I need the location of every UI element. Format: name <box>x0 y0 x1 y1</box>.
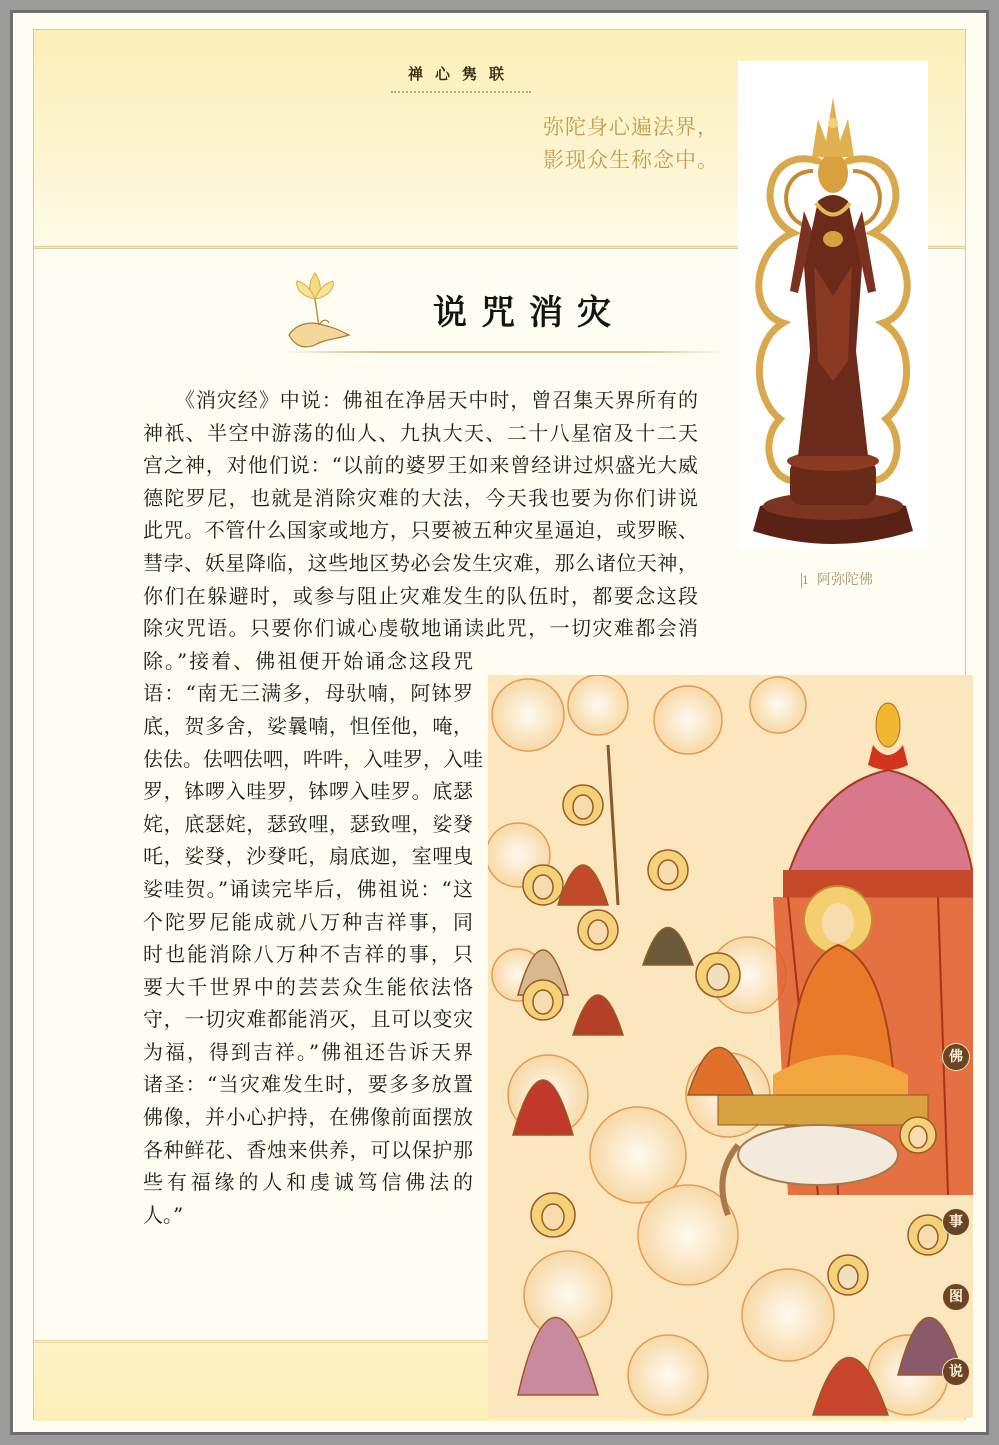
caption-number: 1 <box>802 574 809 587</box>
side-tab-shi: 事 <box>942 1208 970 1236</box>
statue-caption <box>801 569 873 589</box>
side-tab-shuo: 说 <box>942 1358 970 1386</box>
body-line: 为福，得到吉祥。”佛祖还告诉天界 <box>143 1039 473 1064</box>
series-title: 禅心隽联 <box>407 65 516 83</box>
body-line: 要大千世界中的芸芸众生能依法恪 <box>143 974 473 999</box>
body-line: 吒，娑癹，沙癹吒，扇底迦，室哩曳 <box>143 844 473 869</box>
caption-text: 阿弥陀佛 <box>817 572 873 588</box>
body-line: 底，贺多舍，娑曩喃，怛侄他，唵， <box>143 713 473 738</box>
body-line: 守，一切灾难都能消灭，且可以变灾 <box>143 1007 473 1032</box>
body-line: 些有福缘的人和虔诚笃信佛法的 <box>143 1170 473 1195</box>
body-line: 宫之神，对他们说：“以前的婆罗王如来曾经讲过炽盛光大威 <box>143 453 698 478</box>
body-line: 佉佉。佉呬佉呬，吽吽，入哇罗，入哇 <box>143 746 483 771</box>
body-line: 你们在躲避时，或参与阻止灾难发生的队伍时，都要念这段 <box>143 583 698 608</box>
body-line: 神祇、半空中游荡的仙人、九执大天、二十八星宿及十二天 <box>143 420 698 445</box>
series-title-rule <box>391 91 531 93</box>
body-line: 德陀罗尼，也就是消除灾难的大法，今天我也要为你们讲说 <box>143 485 698 510</box>
body-line: 彗孛、妖星降临，这些地区势必会发生灾难，那么诸位天神， <box>143 550 698 575</box>
body-line: 各种鲜花、香烛来供养，可以保护那 <box>143 1137 473 1162</box>
body-line: 人。” <box>143 1202 184 1227</box>
title-rule <box>283 351 728 353</box>
lotus-hand-icon <box>275 265 355 355</box>
body-line: 娑哇贺。”诵读完毕后，佛祖说：“这 <box>143 876 473 901</box>
body-line: 除。”接着、佛祖便开始诵念这段咒 <box>143 648 473 673</box>
body-line: 佛像，并小心护持，在佛像前面摆放 <box>143 1105 473 1130</box>
article-title: 说咒消灾 <box>433 293 625 333</box>
body-line: 《消灾经》中说：佛祖在净居天中时，曾召集天界所有的 <box>175 388 698 412</box>
body-line: 除灾咒语。只要你们诚心虔敬地诵读此咒，一切灾难都会消 <box>143 616 698 641</box>
body-line: 诸圣：“当灾难发生时，要多多放置 <box>143 1072 473 1097</box>
body-line: 姹，底瑟姹，瑟致哩，瑟致哩，娑癹 <box>143 811 473 836</box>
couplet-line-1: 弥陀身心遍法界， <box>543 115 719 139</box>
body-line: 时也能消除八万种不吉祥的事，只 <box>143 942 473 967</box>
amitabha-statue-icon <box>738 61 928 548</box>
body-line: 语：“南无三满多，母驮喃，阿钵罗 <box>143 681 473 706</box>
body-line: 个陀罗尼能成就八万种吉祥事，同 <box>143 909 473 934</box>
side-tab-tu: 图 <box>942 1283 970 1311</box>
buddha-canopy-painting-icon <box>488 675 973 1418</box>
book-page <box>10 10 989 1435</box>
body-line: 罗，钵啰入哇罗，钵啰入哇罗。底瑟 <box>143 779 473 804</box>
body-line: 此咒。不管什么国家或地方，只要被五种灾星逼迫，或罗睺、 <box>143 518 698 543</box>
side-tab-fo: 佛 <box>942 1043 970 1071</box>
couplet-line-2: 影现众生称念中。 <box>543 148 719 172</box>
